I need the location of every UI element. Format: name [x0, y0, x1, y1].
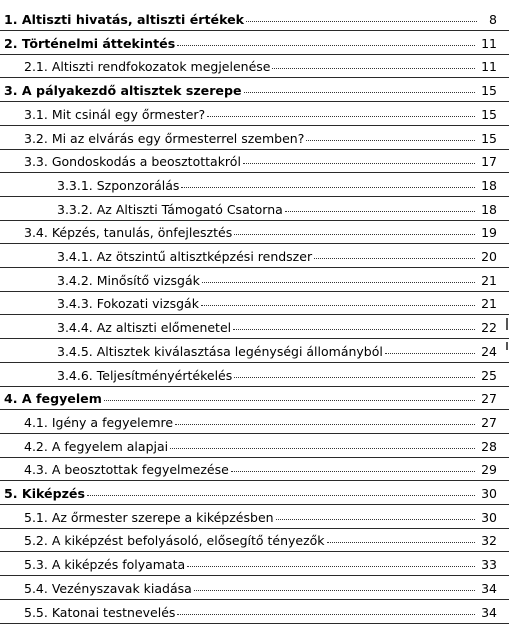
toc-entry-line: [57, 296, 497, 311]
toc-entry-line: [24, 154, 497, 169]
dot-leader: [306, 140, 475, 141]
toc-entry[interactable]: [0, 291, 509, 315]
toc-entry-line: [24, 557, 497, 572]
toc-entry-page: 30: [481, 486, 497, 501]
dot-leader: [314, 258, 475, 259]
dot-leader: [177, 45, 475, 46]
dot-leader: [201, 305, 475, 306]
toc-entry-page: 18: [481, 201, 497, 217]
toc-entry[interactable]: [0, 505, 509, 529]
toc-entry[interactable]: [0, 410, 509, 434]
toc-entry-page: 30: [481, 509, 497, 525]
toc-entry-title: 3.3.1. Szponzorálás: [57, 177, 180, 193]
toc-entry-line: [24, 533, 497, 548]
toc-entry-line: [57, 368, 497, 383]
toc-entry-line: [4, 83, 497, 98]
toc-entry[interactable]: [0, 339, 509, 363]
dot-leader: [207, 116, 475, 117]
toc-entry[interactable]: [0, 173, 509, 197]
toc-entry-title: 3.4.5. Altisztek kiválasztása legénységi állományból: [57, 343, 383, 359]
toc-entry-page: 25: [481, 367, 497, 383]
toc-entry-title: 5.3. A kiképzés folyamata: [24, 557, 186, 573]
toc-entry-title: 3.4.2. Minősítő vizsgák: [57, 272, 200, 288]
dot-leader: [246, 21, 477, 22]
toc-entry-page: 11: [481, 59, 497, 75]
toc-entry-line: [24, 225, 497, 240]
toc-entry-title: 5.1. Az őrmester szerepe a kiképzésben: [24, 509, 274, 525]
dot-leader: [285, 211, 475, 212]
toc-entry-line: [57, 202, 497, 217]
toc-entry-line: [24, 605, 497, 620]
toc-entry[interactable]: [0, 600, 509, 624]
toc-entry[interactable]: [0, 315, 509, 339]
toc-entry[interactable]: [0, 457, 509, 481]
toc-entry-title: 2. Történelmi áttekintés: [4, 35, 176, 51]
toc-entry[interactable]: [0, 552, 509, 576]
toc-entry-title: 3.3.2. Az Altiszti Támogató Csatorna: [57, 201, 283, 217]
toc-entry-page: 22: [481, 320, 497, 336]
toc-entry[interactable]: [0, 102, 509, 126]
toc-entry-page: 18: [481, 177, 497, 193]
dot-leader: [170, 448, 475, 449]
toc-entry-page: 8: [489, 12, 497, 27]
toc-entry-title: 3. A pályakezdő altisztek szerepe: [4, 83, 242, 99]
dot-leader: [234, 377, 475, 378]
dot-leader: [385, 353, 475, 354]
dot-leader: [194, 590, 475, 591]
toc-entry[interactable]: [0, 528, 509, 552]
toc-entry-title: 5.2. A kiképzést befolyásoló, elősegítő tényezők: [24, 533, 325, 549]
toc-entry-line: [24, 59, 497, 74]
toc-entry[interactable]: [0, 78, 509, 102]
toc-entry-line: [24, 107, 497, 122]
toc-entry-page: 27: [481, 414, 497, 430]
dot-leader: [233, 329, 475, 330]
scan-artifact: [506, 318, 508, 330]
toc-entry-line: [57, 178, 497, 193]
dot-leader: [202, 282, 475, 283]
toc-entry-title: 5.5. Katonai testnevelés: [24, 604, 176, 620]
toc-entry-line: [4, 486, 497, 501]
toc-entry[interactable]: [0, 7, 509, 31]
toc-entry[interactable]: [0, 386, 509, 410]
toc-entry-title: 2.1. Altiszti rendfokozatok megjelenése: [24, 59, 271, 75]
toc-entry-title: 1. Altiszti hivatás, altiszti értékek: [4, 12, 245, 27]
toc-entry-page: 28: [481, 438, 497, 454]
toc-entry-page: 21: [481, 296, 497, 312]
scan-artifact: [506, 342, 508, 350]
toc-entry-line: [24, 581, 497, 596]
dot-leader: [187, 566, 475, 567]
toc-entry-page: 34: [481, 580, 497, 596]
toc-entry-title: 5.4. Vezényszavak kiadása: [24, 580, 192, 596]
toc-entry-page: 15: [481, 106, 497, 122]
dot-leader: [327, 542, 476, 543]
toc-entry-title: 3.3. Gondoskodás a beosztottakról: [24, 154, 241, 170]
toc-entry[interactable]: [0, 481, 509, 505]
toc-entry-page: 20: [481, 249, 497, 264]
toc-entry-title: 4.3. A beosztottak fegyelmezése: [24, 462, 229, 478]
dot-leader: [181, 187, 475, 188]
toc-entry-title: 3.4.6. Teljesítményértékelés: [57, 367, 233, 383]
toc-entry-title: 3.4.3. Fokozati vizsgák: [57, 296, 199, 312]
toc-entry-page: 29: [481, 462, 497, 478]
toc-entry-line: [24, 439, 497, 454]
toc-entry[interactable]: [0, 363, 509, 387]
toc-entry-line: [4, 391, 497, 406]
dot-leader: [244, 92, 476, 93]
dot-leader: [276, 519, 476, 520]
toc-entry-line: [24, 415, 497, 430]
toc-entry-page: 15: [481, 83, 497, 99]
toc-entry[interactable]: [0, 54, 509, 78]
toc-entry-page: 15: [481, 130, 497, 146]
toc-entry-title: 4. A fegyelem: [4, 391, 102, 407]
toc-entry-page: 32: [481, 533, 497, 549]
toc-entry-page: 17: [481, 154, 497, 170]
toc-entry[interactable]: [0, 434, 509, 458]
dot-leader: [87, 495, 475, 496]
toc-entry-page: 24: [481, 343, 497, 359]
dot-leader: [231, 471, 475, 472]
toc-entry-line: [57, 344, 497, 359]
dot-leader: [243, 163, 475, 164]
toc-entry-title: 4.2. A fegyelem alapjai: [24, 438, 169, 454]
toc-entry-page: 19: [481, 225, 497, 241]
toc-entry-title: 3.4. Képzés, tanulás, önfejlesztés: [24, 225, 233, 241]
toc-entry[interactable]: [0, 31, 509, 55]
toc-entry-title: 3.1. Mit csinál egy őrmester?: [24, 106, 206, 122]
toc-entry-line: [24, 510, 497, 525]
toc-entry-line: [4, 36, 497, 51]
toc-entry[interactable]: [0, 220, 509, 244]
toc-entry-title: 3.4.4. Az altiszti előmenetel: [57, 320, 232, 336]
dot-leader: [177, 614, 475, 615]
toc-entry-line: [24, 462, 497, 477]
toc-entry[interactable]: [0, 268, 509, 292]
toc-entry-title: 5. Kiképzés: [4, 486, 85, 501]
toc-entry[interactable]: [0, 576, 509, 600]
dot-leader: [234, 234, 475, 235]
dot-leader: [175, 424, 475, 425]
toc-entry-page: 33: [481, 557, 497, 573]
toc-entry-line: [57, 273, 497, 288]
toc-entry-line: [57, 249, 497, 264]
toc-entry[interactable]: [0, 149, 509, 173]
toc-entry-title: 4.1. Igény a fegyelemre: [24, 414, 174, 430]
toc-entry-line: [57, 320, 497, 335]
dot-leader: [104, 400, 475, 401]
toc-entry-page: 27: [481, 391, 497, 407]
toc-entry[interactable]: [0, 126, 509, 150]
toc-entry-page: 21: [481, 272, 497, 288]
toc-entry-line: [4, 12, 497, 27]
toc-entry-page: 11: [481, 35, 497, 51]
toc-entry-line: [24, 131, 497, 146]
toc-entry[interactable]: [0, 197, 509, 221]
toc-entry[interactable]: [0, 244, 509, 268]
toc-entry-page: 34: [481, 604, 497, 620]
dot-leader: [272, 68, 475, 69]
toc-entry-title: 3.2. Mi az elvárás egy őrmesterrel szemben?: [24, 130, 305, 146]
toc-entry-title: 3.4.1. Az ötszintű altisztképzési rendszer: [57, 249, 313, 264]
